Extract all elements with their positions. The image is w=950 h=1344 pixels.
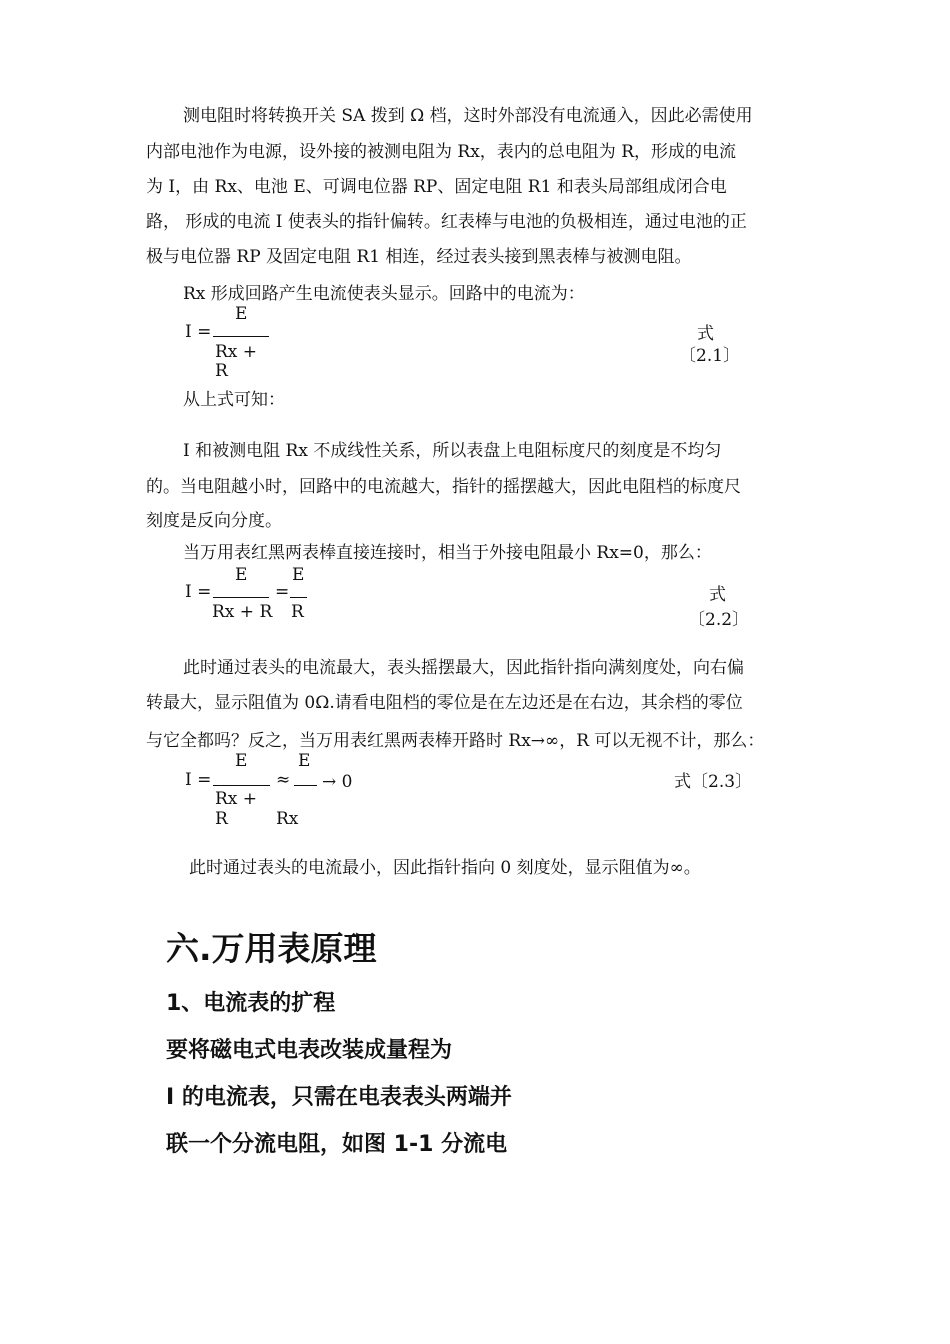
eq3-numerator: E <box>298 751 311 771</box>
eq3-label: 式〔2.3〕 <box>674 772 753 792</box>
paragraph-line: 从上式可知： <box>183 390 285 410</box>
paragraph-line: 路， 形成的电流 I 使表头的指针偏转。红表棒与电池的负极相连，通过电池的正 <box>146 212 747 232</box>
eq2-fraction-bar <box>290 597 307 598</box>
bold-paragraph-line: 要将磁电式电表改装成量程为 <box>166 1038 453 1063</box>
paragraph-line: 当万用表红黑两表棒直接连接时，相当于外接电阻最小 Rx=0，那么： <box>183 543 712 563</box>
eq1-denominator: Rx + <box>215 342 258 362</box>
eq3-denominator: Rx <box>276 809 299 829</box>
eq2-label-number: 〔2.2〕 <box>688 610 750 630</box>
paragraph-line: 刻度是反向分度。 <box>146 511 282 531</box>
paragraph-line: 的。当电阻越小时，回路中的电流越大，指针的摇摆越大，因此电阻档的标度尺 <box>146 477 741 497</box>
eq2-numerator: E <box>292 565 305 585</box>
paragraph-line: 此时通过表头的电流最小，因此指针指向 0 刻度处，显示阻值为∞。 <box>189 858 701 878</box>
eq2-fraction-bar <box>213 597 269 598</box>
paragraph-line: 测电阻时将转换开关 SA 拨到 Ω 档，这时外部没有电流通入，因此必需使用 <box>183 106 753 126</box>
subsection-title: 1、电流表的扩程 <box>166 991 336 1016</box>
eq2-numerator: E <box>235 565 248 585</box>
eq1-denominator: R <box>215 361 228 381</box>
paragraph-line: 此时通过表头的电流最大，表头摇摆最大，因此指针指向满刻度处，向右偏 <box>183 658 744 678</box>
eq3-fraction-bar <box>213 785 270 786</box>
eq2-denominator: Rx + R <box>212 602 273 622</box>
paragraph-line: I 和被测电阻 Rx 不成线性关系，所以表盘上电阻标度尺的刻度是不均匀 <box>183 441 722 461</box>
eq3-denominator: R <box>215 809 228 829</box>
eq1-numerator: E <box>235 304 248 324</box>
eq2-denominator: R <box>291 602 304 622</box>
section-title: 六.万用表原理 <box>166 929 377 968</box>
eq3-lhs: I = <box>185 770 212 790</box>
eq3-fraction-bar <box>294 785 317 786</box>
eq2-label: 式 <box>709 585 726 605</box>
eq1-label: 式 <box>697 324 714 344</box>
eq3-denominator: Rx + <box>215 789 258 809</box>
bold-paragraph-line: 联一个分流电阻，如图 1-1 分流电 <box>166 1132 508 1157</box>
paragraph-line: 与它全都吗？反之，当万用表红黑两表棒开路时 Rx→∞，R 可以无视不计，那么： <box>146 731 765 751</box>
eq3-approx: ≈ <box>276 770 291 790</box>
paragraph-line: 内部电池作为电源，设外接的被测电阻为 Rx，表内的总电阻为 R，形成的电流 <box>146 142 736 162</box>
paragraph-line: 转最大，显示阻值为 0Ω.请看电阻档的零位是在左边还是在右边，其余档的零位 <box>146 693 743 713</box>
bold-paragraph-line: I 的电流表，只需在电表表头两端并 <box>166 1085 512 1110</box>
paragraph-line: 极与电位器 RP 及固定电阻 R1 相连，经过表头接到黑表棒与被测电阻。 <box>146 247 692 267</box>
eq2-equals: = <box>275 582 290 602</box>
paragraph-line: Rx 形成回路产生电流使表头显示。回路中的电流为： <box>183 284 585 304</box>
eq1-label-number: 〔2.1〕 <box>679 346 741 366</box>
paragraph-line: 为 I，由 Rx、电池 E、可调电位器 RP、固定电阻 R1 和表头局部组成闭合电 <box>146 177 727 197</box>
eq2-lhs: I = <box>185 582 212 602</box>
eq1-lhs: I = <box>185 322 212 342</box>
eq1-fraction-bar <box>213 336 269 337</box>
eq3-limit: → 0 <box>322 772 353 792</box>
eq3-numerator: E <box>235 751 248 771</box>
